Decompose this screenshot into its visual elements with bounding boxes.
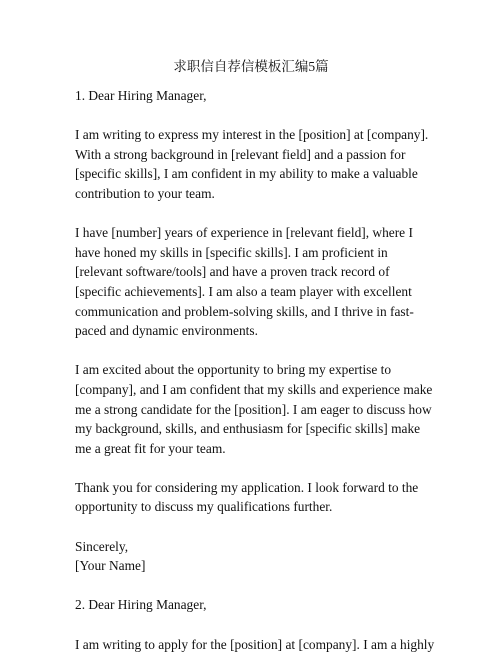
text-line: [relevant software/tools] and have a proven track record of [75, 264, 390, 280]
paragraph-gap [75, 106, 435, 126]
text-line: me a great fit for your team. [75, 440, 226, 456]
text-line: With a strong background in [relevant field] and a passion for [75, 146, 406, 162]
paragraph-gap [75, 341, 435, 361]
text-line: 2. Dear Hiring Manager, [75, 597, 207, 613]
text-line: my background, skills, and enthusiasm for [specific skills] make [75, 421, 421, 437]
text-line: [specific skills], I am confident in my ability to make a valuable [75, 166, 418, 182]
paragraph-gap [75, 615, 435, 635]
document-title: 求职信自荐信模板汇编5篇 [173, 59, 329, 74]
text-line: I have [number] years of experience in [relevant field], where I [75, 225, 413, 241]
text-line: [Your Name] [75, 558, 146, 574]
text-line: I am writing to apply for the [position] at [company]. I am a highly [75, 636, 435, 652]
text-line: Sincerely, [75, 538, 129, 554]
paragraph-gap [75, 458, 435, 478]
text-line: communication and problem-solving skills, and I thrive in fast- [75, 303, 414, 319]
document-body [75, 86, 435, 654]
text-line: [specific achievements]. I am also a team player with excellent [75, 283, 412, 299]
text-line: I am excited about the opportunity to bring my expertise to [75, 362, 392, 378]
text-line: [company], and I am confident that my skills and experience make [75, 381, 433, 397]
text-line: have honed my skills in [specific skills]. I am proficient in [75, 244, 388, 260]
paragraph-gap [75, 517, 435, 537]
paragraph-gap [75, 576, 435, 596]
paragraph-gap [75, 204, 435, 224]
text-line: me a strong candidate for the [position]. I am eager to discuss how [75, 401, 432, 417]
text-line: opportunity to discuss my qualifications further. [75, 499, 333, 515]
text-line: contribution to your team. [75, 185, 215, 201]
text-line: Thank you for considering my application. I look forward to the [75, 479, 419, 495]
text-line: paced and dynamic environments. [75, 323, 258, 339]
text-line: 1. Dear Hiring Manager, [75, 88, 207, 103]
text-line: I am writing to express my interest in the [position] at [company]. [75, 127, 429, 143]
